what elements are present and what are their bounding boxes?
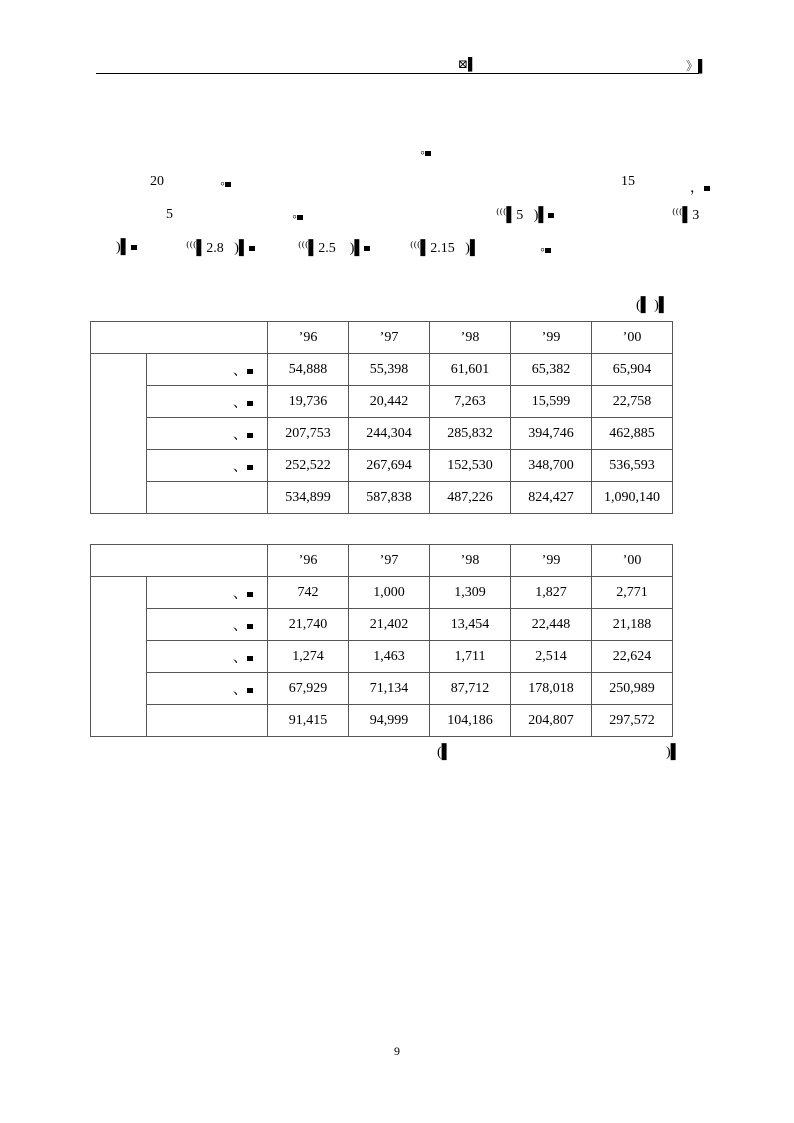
row-label — [147, 705, 268, 737]
row-group-cell — [91, 354, 147, 514]
cell: 55,398 — [349, 354, 430, 386]
line4-start: )▌ — [116, 240, 137, 256]
data-table-2 — [90, 544, 673, 737]
cell: 394,746 — [511, 418, 592, 450]
cell: 13,454 — [430, 609, 511, 641]
table-row — [91, 418, 673, 450]
line4-value-b: ⁽⁽⁽▌2.5 )▌ — [298, 240, 370, 257]
row-label: 、 — [147, 609, 268, 641]
cell: 207,753 — [268, 418, 349, 450]
cell: 1,309 — [430, 577, 511, 609]
cell: 71,134 — [349, 673, 430, 705]
column-header: ’98 — [430, 322, 511, 354]
cell: 1,463 — [349, 641, 430, 673]
line3-value-a: ⁽⁽⁽▌5 )▌ — [496, 207, 554, 224]
table-row-total — [91, 482, 673, 514]
cell: 1,274 — [268, 641, 349, 673]
cell: 244,304 — [349, 418, 430, 450]
table-row — [91, 354, 673, 386]
line1-mark: ◦ — [420, 146, 431, 162]
cell: 2,514 — [511, 641, 592, 673]
cell: 2,771 — [592, 577, 673, 609]
column-header: ’00 — [592, 545, 673, 577]
cell: 21,402 — [349, 609, 430, 641]
cell: 267,694 — [349, 450, 430, 482]
cell: 61,601 — [430, 354, 511, 386]
cell: 22,758 — [592, 386, 673, 418]
line4-mark: ◦ — [540, 243, 551, 259]
row-label: 、 — [147, 386, 268, 418]
cell: 297,572 — [592, 705, 673, 737]
row-label: 、 — [147, 641, 268, 673]
page-number: 9 — [394, 1044, 400, 1058]
line3-value-b: ⁽⁽⁽▌3 — [672, 208, 700, 223]
column-header: ’97 — [349, 545, 430, 577]
table-row — [91, 609, 673, 641]
table-header-row — [91, 322, 673, 354]
line4-value-a: ⁽⁽⁽▌2.8 )▌ — [186, 240, 255, 257]
line3-number-a: 5 — [166, 207, 173, 222]
cell: 824,427 — [511, 482, 592, 514]
source-note-open: (▌ — [437, 745, 452, 760]
column-header: ’96 — [268, 322, 349, 354]
row-label: 、 — [147, 418, 268, 450]
header-left-mark: ⊠▌ — [458, 57, 477, 71]
row-label — [147, 482, 268, 514]
cell: 7,263 — [430, 386, 511, 418]
cell: 20,442 — [349, 386, 430, 418]
cell: 487,226 — [430, 482, 511, 514]
table-row — [91, 386, 673, 418]
cell: 348,700 — [511, 450, 592, 482]
cell: 54,888 — [268, 354, 349, 386]
cell: 21,188 — [592, 609, 673, 641]
header-right-mark: 》▌ — [686, 59, 707, 73]
line2-mark-b: ， — [690, 177, 710, 197]
cell: 91,415 — [268, 705, 349, 737]
column-header: ’97 — [349, 322, 430, 354]
table-row — [91, 577, 673, 609]
column-header: ’98 — [430, 545, 511, 577]
cell: 587,838 — [349, 482, 430, 514]
cell: 742 — [268, 577, 349, 609]
cell: 1,827 — [511, 577, 592, 609]
line2-number-a: 20 — [150, 174, 164, 189]
cell: 67,929 — [268, 673, 349, 705]
row-group-cell — [91, 577, 147, 737]
cell: 285,832 — [430, 418, 511, 450]
table-header-blank — [91, 322, 268, 354]
table-row — [91, 450, 673, 482]
unit-note: (▌ )▌ — [636, 298, 669, 313]
cell: 94,999 — [349, 705, 430, 737]
cell: 1,711 — [430, 641, 511, 673]
line2-number-b: 15 — [621, 174, 635, 189]
cell: 19,736 — [268, 386, 349, 418]
cell: 536,593 — [592, 450, 673, 482]
table-header-row — [91, 545, 673, 577]
cell: 534,899 — [268, 482, 349, 514]
table-row-total — [91, 705, 673, 737]
data-table-1 — [90, 321, 673, 514]
line3-mark-a: ◦ — [292, 210, 303, 226]
table-header-blank — [91, 545, 268, 577]
cell: 250,989 — [592, 673, 673, 705]
column-header: ’99 — [511, 545, 592, 577]
column-header: ’96 — [268, 545, 349, 577]
cell: 252,522 — [268, 450, 349, 482]
cell: 1,000 — [349, 577, 430, 609]
row-label: 、 — [147, 354, 268, 386]
cell: 152,530 — [430, 450, 511, 482]
cell: 65,382 — [511, 354, 592, 386]
row-label: 、 — [147, 450, 268, 482]
cell: 104,186 — [430, 705, 511, 737]
header-rule — [96, 73, 699, 74]
cell: 87,712 — [430, 673, 511, 705]
cell: 21,740 — [268, 609, 349, 641]
source-note-close: )▌ — [666, 745, 681, 760]
cell: 22,624 — [592, 641, 673, 673]
line2-mark-a: ◦ — [220, 177, 231, 193]
cell: 15,599 — [511, 386, 592, 418]
cell: 204,807 — [511, 705, 592, 737]
cell: 22,448 — [511, 609, 592, 641]
column-header: ’00 — [592, 322, 673, 354]
cell: 65,904 — [592, 354, 673, 386]
row-label: 、 — [147, 577, 268, 609]
cell: 1,090,140 — [592, 482, 673, 514]
table-row — [91, 673, 673, 705]
line4-value-c: ⁽⁽⁽▌2.15 )▌ — [410, 241, 480, 256]
column-header: ’99 — [511, 322, 592, 354]
cell: 462,885 — [592, 418, 673, 450]
row-label: 、 — [147, 673, 268, 705]
table-row — [91, 641, 673, 673]
cell: 178,018 — [511, 673, 592, 705]
